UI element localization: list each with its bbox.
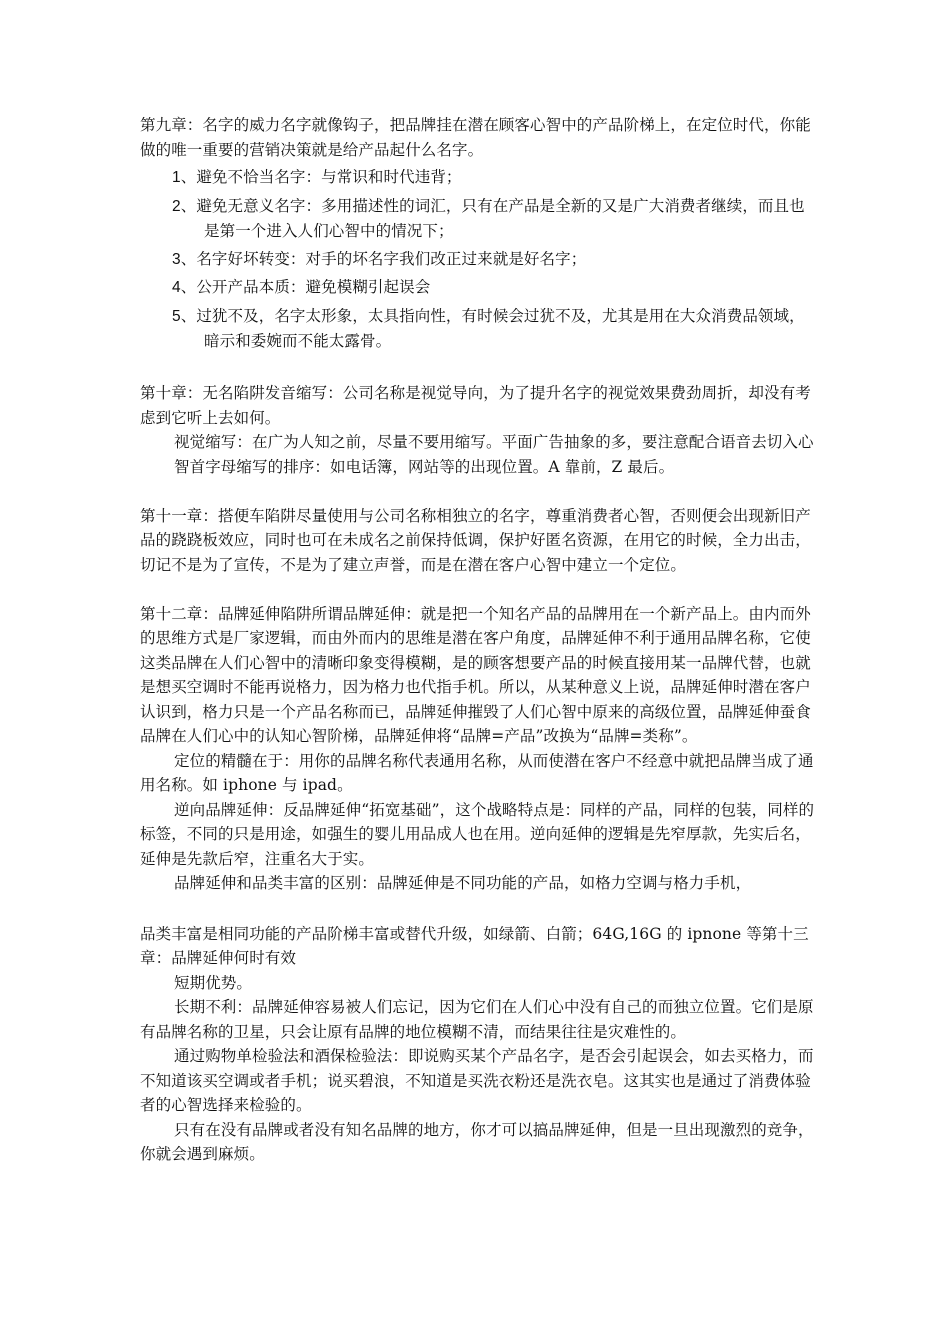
chapter-10-visual-paragraph: 视觉缩写：在广为人知之前，尽量不要用缩写。平面广告抽象的多，要注意配合语音去切入心智首字母缩写的排序：如电话簿，网站等的出现位置。A 靠前，Z 最后。 xyxy=(174,433,814,476)
list-item xyxy=(140,194,816,244)
chapter-10-paragraph: 第十章：无名陷阱发音缩写：公司名称是视觉导向，为了提升名字的视觉效果费劲周折，却没有考虑到它听上去如何。 xyxy=(140,384,811,427)
list-text: 、避免不恰当名字：与常识和时代违背； xyxy=(180,168,462,186)
list-number: 3 xyxy=(172,250,181,268)
spacer xyxy=(140,479,816,504)
list-number: 5 xyxy=(172,307,181,325)
list-item xyxy=(140,304,816,354)
list-item xyxy=(140,165,816,191)
list-number: 1 xyxy=(172,169,181,186)
spacer xyxy=(140,577,816,602)
chapter-13-long-paragraph: 长期不利：品牌延伸容易被人们忘记，因为它们在人们心中没有自己的而独立位置。它们是原有品牌名称的卫星，只会让原有品牌的地位模糊不清，而结果往往是灾难性的。 xyxy=(140,998,814,1041)
document-body xyxy=(140,113,816,1167)
spacer xyxy=(140,896,816,922)
chapter-11-paragraph: 第十一章：搭便车陷阱尽量使用与公司名称相独立的名字，尊重消费者心智，否则便会出现新旧产品的跷跷板效应，同时也可在未成名之前保持低调，保护好匿名资源，在用它的时候，全力出击，切记不是为了宣传，不是为了建立声誉，而是在潜在客户心智中建立一个定位。 xyxy=(140,506,811,574)
chapter-12-reverse-paragraph: 逆向品牌延伸：反品牌延伸“拓宽基础”，这个战略特点是：同样的产品，同样的包装，同样的标签，不同的只是用途，如强生的婴儿用品成人也在用。逆向延伸的逻辑是先窄厚款，先实后名，延伸是先款后窄，注重名大于实。 xyxy=(140,800,815,868)
chapter-13-only-paragraph: 只有在没有品牌或者没有知名品牌的地方，你才可以搞品牌延伸，但是一旦出现激烈的竞争，你就会遇到麻烦。 xyxy=(140,1120,814,1163)
list-text: 、避免无意义名字：多用描述性的词汇，只有在产品是全新的又是广大消费者继续，而且也是第一个进入人们心智中的情况下； xyxy=(180,196,805,240)
chapter-12-essence-paragraph: 定位的精髓在于：用你的品牌名称代表通用名称，从而使潜在客户不经意中就把品牌当成了通用名称。如 iphone 与 ipad。 xyxy=(140,751,814,794)
list-number: 2 xyxy=(172,197,181,215)
list-text: 、过犹不及，名字太形象，太具指向性，有时候会过犹不及，尤其是用在大众消费品领域，暗示和委婉而不能太露骨。 xyxy=(180,306,805,350)
chapter-12-paragraph: 第十二章：品牌延伸陷阱所谓品牌延伸：就是把一个知名产品的品牌用在一个新产品上。由内而外的思维方式是厂家逻辑，而由外而内的思维是潜在客户角度，品牌延伸不利于通用品牌名称，它使这类品牌在人们心智中的清晰印象变得模糊，是的顾客想要产品的时候直接用某一品牌代替，也就是想买空调时不能再说格力，因为格力也代指手机。所以，从某种意义上说，品牌延伸时潜在客户认识到，格力只是一个产品名称而已，品牌延伸摧毁了人们心智中原来的高级位置，品牌延伸蚕食品牌在人们心中的认知心智阶梯，品牌延伸将“品牌=产品”改换为“品牌=类称”。 xyxy=(140,604,811,745)
chapter-9-list xyxy=(140,165,816,354)
list-number: 4 xyxy=(172,279,181,296)
list-text: 、公开产品本质：避免模糊引起误会 xyxy=(180,278,431,296)
list-text: 、名字好坏转变：对手的坏名字我们改正过来就是好名字； xyxy=(180,249,587,268)
list-item xyxy=(140,275,816,301)
list-item xyxy=(140,247,816,273)
chapter-13-test-paragraph: 通过购物单检验法和酒保检验法：即说购买某个产品名字，是否会引起误会，如去买格力，而不知道该买空调或者手机；说买碧浪，不知道是买洗衣粉还是洗衣皂。这其实也是通过了消费体验者的心智选择来检验的。 xyxy=(140,1047,814,1114)
chapter-9-paragraph: 第九章：名字的威力名字就像钩子，把品牌挂在潜在顾客心智中的产品阶梯上，在定位时代，你能做的唯一重要的营销决策就是给产品起什么名字。 xyxy=(140,116,811,159)
chapter-13-short-paragraph: 短期优势。 xyxy=(174,973,253,992)
spacer xyxy=(140,357,816,382)
chapter-12-difference-paragraph: 品牌延伸和品类丰富的区别：品牌延伸是不同功能的产品，如格力空调与格力手机， xyxy=(174,874,752,892)
chapter-13-paragraph: 品类丰富是相同功能的产品阶梯丰富或替代升级，如绿箭、白箭；64G,16G 的 ipnone 等第十三章：品牌延伸何时有效 xyxy=(140,924,809,967)
